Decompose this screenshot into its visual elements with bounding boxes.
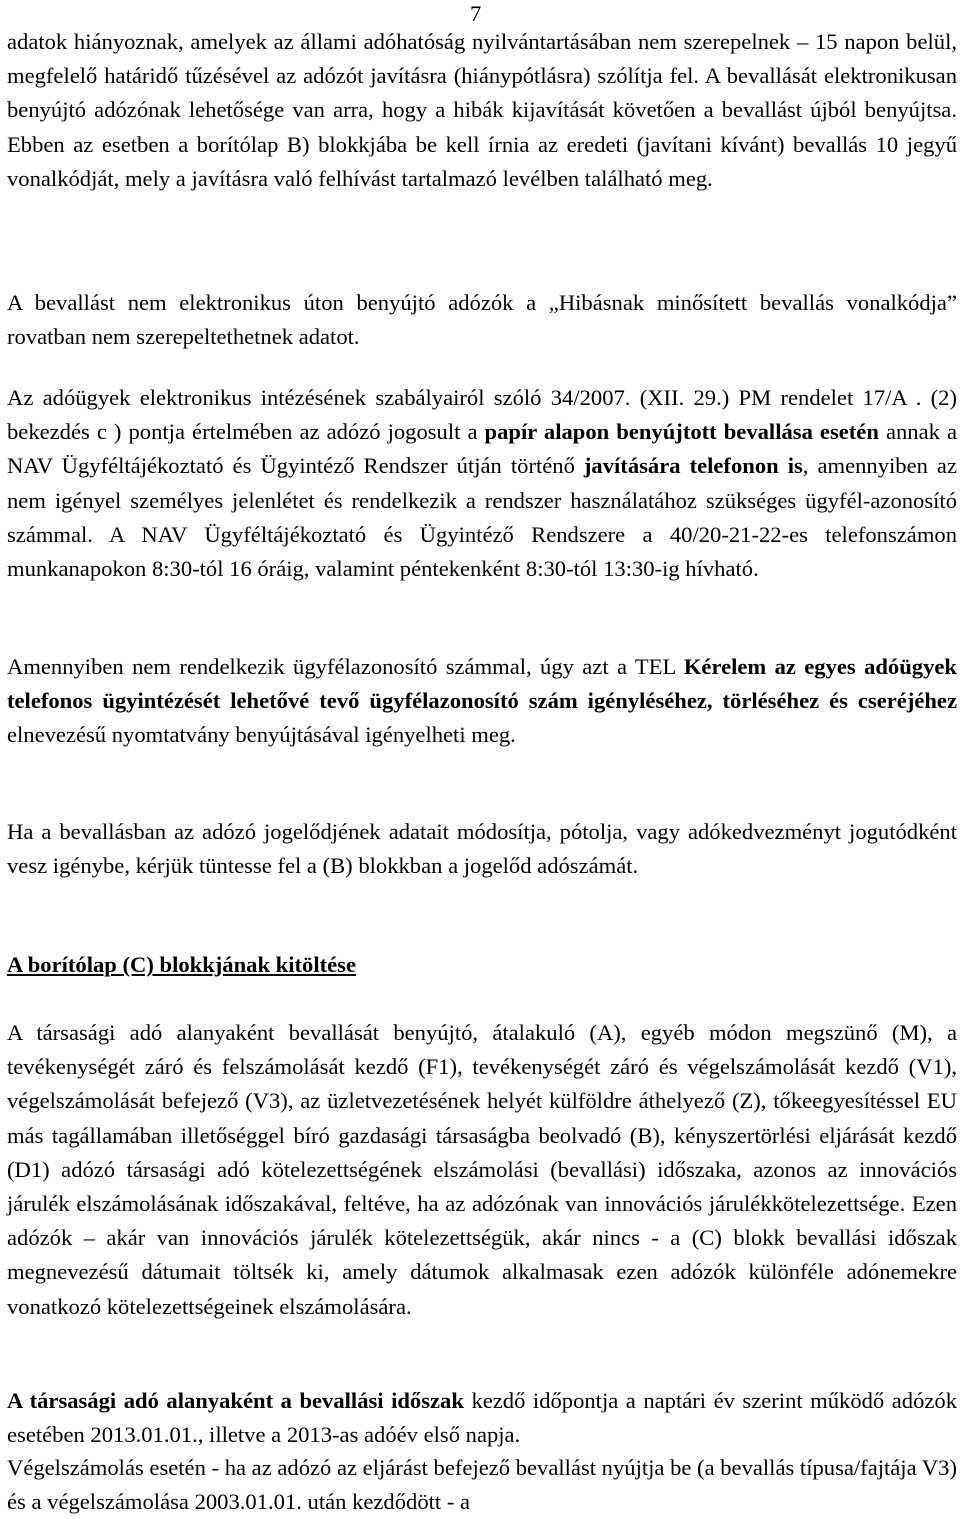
paragraph-predecessor: Ha a bevallásban az adózó jogelődjének adatait módosítja, pótolja, vagy adókedvezményt jogutódként vesz igénybe, kérjük tüntesse fel a (B) blokkban a jogelőd adószámát.: [7, 819, 957, 879]
section-heading-text: A borítólap (C) blokkjának kitöltése: [7, 952, 356, 977]
text-span: elnevezésű nyomtatvány benyújtásával igényelheti meg.: [7, 722, 516, 748]
section-heading: [7, 948, 957, 982]
bold-span: javítására telefonon is: [583, 453, 803, 479]
text-span: Az adóügyek elektronikus intézésének szabályairól szóló 34/2007. (XII. 29.) PM rendelet 17/A . (2) bekezdés c ) pontja értelmében az adózó jogosult a: [7, 385, 957, 445]
page-number: 7: [470, 1, 482, 26]
paragraph-period-start: [7, 1384, 957, 1452]
paragraph-block-c: A társasági adó alanyaként bevallását benyújtó, átalakuló (A), egyéb módon megszünő (M), a tevékenységét záró és felszámolását kezdő (F1), tevékenységét záró és végelszámolását kezdő (V1), végelszámolását befejező (V3), az üzletvezetésének helyét külföldre áthelyező (Z), tőkeegyesítéssel EU más tagállamában illetőséggel bíró gazdasági társaságba beolvadó (B), kényszertörlési eljárását kezdő (D1) adózó társasági adó kötelezettségének elszámolási (bevallási) időszaka, azonos az innovációs járulék elszámolásának időszakával, feltéve, ha az adózónak van innovációs járulékkötelezettsége. Ezen adózók – akár van innovációs járulék kötelezettségük, akár nincs - a (C) blokk bevallási időszak megnevezésű dátumait töltsék ki, amely dátumok alkalmasak ezen adózók különféle adónemekre vonatkozó kötelezettségeinek elszámolására.: [7, 1020, 957, 1319]
bold-span: A társasági adó alanyaként a bevallási időszak: [7, 1388, 464, 1413]
text-span: annak a NAV Ügyféltájékoztató és Ügyintéző Rendszer útján történő: [7, 419, 957, 479]
paragraph-non-electronic-barcode: A bevallást nem elektronikus úton benyújtó adózók a „Hibásnak minősített bevallás vonalkódja” rovatban nem szerepeltethetnek adatot.: [7, 290, 957, 350]
bold-span: papír alapon benyújtott bevallása esetén: [484, 419, 879, 445]
paragraph-correction-request: adatok hiányoznak, amelyek az állami adóhatóság nyilvántartásában nem szerepelnek – 15 napon belül, megfelelő határidő tűzésével az adózót javításra (hiánypótlásra) szólítja fel. A bevallását elektronikusan benyújtó adózónak lehetősége van arra, hogy a hibák kijavítását követően a bevallást újból benyújtsa. Ebben az esetben a borítólap B) blokkjába be kell írnia az eredeti (javítani kívánt) bevallás 10 jegyű vonalkódját, mely a javításra való felhívást tartalmazó levélben található meg.: [7, 29, 957, 191]
text-span: , amennyiben az nem igényel személyes jelenlétet és rendelkezik a rendszer használatához szükséges ügyfél-azonosító számmal. A NAV Ügyféltájékoztató és Ügyintéző Rendszere a 40/20-21-22-es telefonszámon munkanapokon 8:30-tól 16 óráig, valamint péntekenként 8:30-tól 13:30-ig hívható.: [7, 453, 957, 582]
text-span: Amennyiben nem rendelkezik ügyfélazonosító számmal, úgy azt a TEL: [7, 654, 684, 679]
paragraph-client-id-request: [7, 650, 957, 753]
bold-span: Kérelem az egyes adóügyek telefonos ügyintézését lehetővé tevő ügyfélazonosító szám igényléséhez, törléséhez és cseréjéhez: [7, 654, 957, 714]
text-span: kezdő időpontja a naptári év szerint működő adózók esetében 2013.01.01., illetve a 2013-as adóév első napja.: [7, 1388, 958, 1448]
paragraph-liquidation: Végelszámolás esetén - ha az adózó az eljárást befejező bevallást nyújtja be (a bevallás típusa/fajtája V3) és a végelszámolása 2003.01.01. után kezdődött - a: [7, 1455, 957, 1515]
paragraph-telephone-correction: [7, 381, 957, 586]
